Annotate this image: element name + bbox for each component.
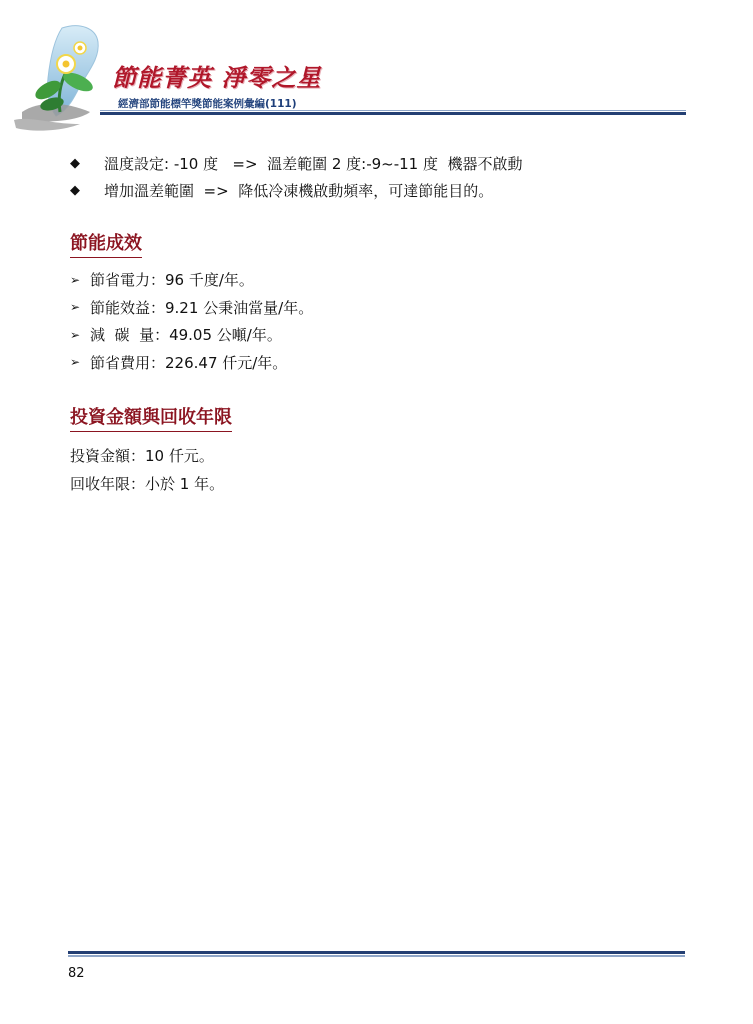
result-text: 減 碳 量：49.05 公噸/年。 [90, 326, 282, 345]
energy-results-heading: 節能成效 [70, 229, 142, 258]
arrowhead-bullet-icon: ➢ [70, 355, 81, 370]
bullet-text: 增加溫差範圍 => 降低冷凍機啟動頻率，可達節能目的。 [104, 182, 494, 200]
arrowhead-bullet-icon: ➢ [70, 300, 81, 315]
payback-period: 回收年限：小於 1 年。 [70, 474, 225, 493]
taiwan-plant-logo-icon [10, 20, 125, 135]
investment-amount: 投資金額：10 仟元。 [70, 447, 214, 466]
page-header [0, 0, 753, 140]
investment-heading: 投資金額與回收年限 [70, 403, 232, 432]
list-item [70, 349, 313, 377]
settings-bullet-list [70, 150, 523, 204]
footer-divider [68, 951, 685, 957]
bullet-text: 溫度設定: -10 度 => 溫差範圍 2 度:-9~-11 度 機器不啟動 [104, 155, 523, 173]
result-text: 節省電力：96 千度/年。 [90, 271, 254, 290]
list-item [70, 321, 313, 349]
list-item [70, 294, 313, 322]
header-divider [100, 110, 686, 115]
brand-title: 節能菁英 淨零之星 [112, 63, 322, 92]
list-item [70, 177, 523, 204]
page-number: 82 [68, 966, 85, 981]
arrowhead-bullet-icon: ➢ [70, 272, 81, 287]
arrowhead-bullet-icon: ➢ [70, 327, 81, 342]
list-item [70, 266, 313, 294]
diamond-bullet-icon: ◆ [70, 183, 80, 198]
brand-subtitle: 經濟部節能標竿獎節能案例彙編(111) [118, 98, 297, 110]
investment-list [70, 442, 224, 497]
diamond-bullet-icon: ◆ [70, 156, 80, 171]
list-item [70, 150, 523, 177]
result-text: 節能效益：9.21 公秉油當量/年。 [90, 298, 314, 317]
energy-results-list [70, 266, 313, 376]
result-text: 節省費用：226.47 仟元/年。 [90, 353, 288, 372]
